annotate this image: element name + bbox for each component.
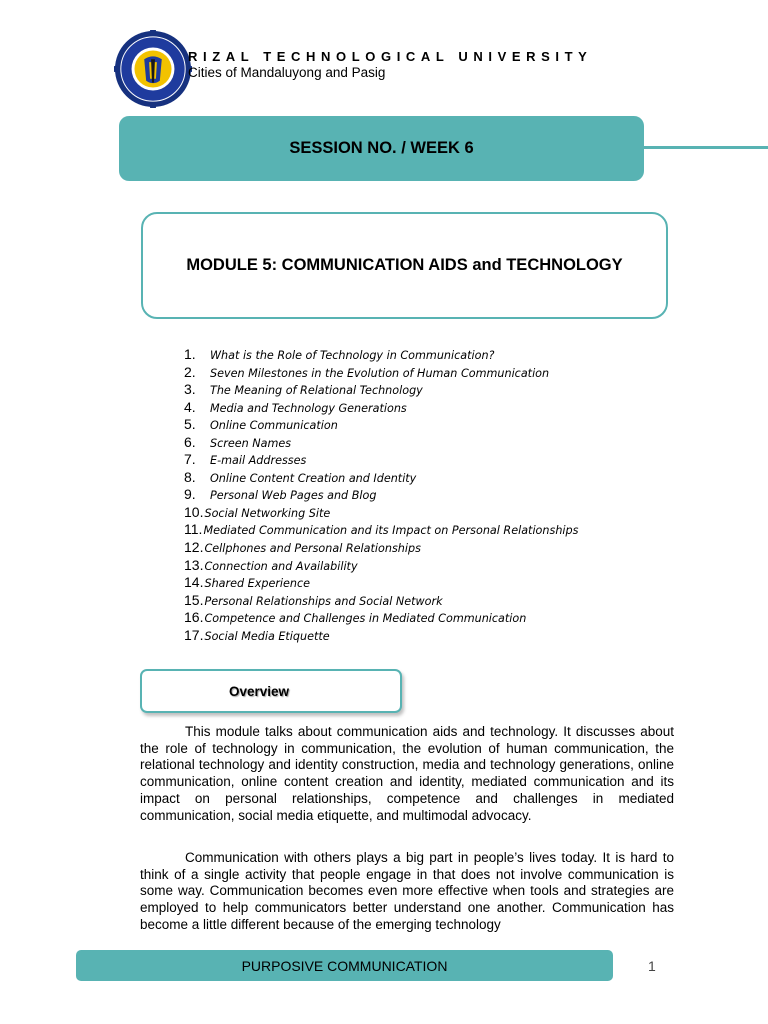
- overview-paragraph: Communication with others plays a big part in people’s lives today. It is hard to think of a single activity that people engage in that does not involve communication is some way. Communication becomes even more effective when tools and strategies are employed to help communicators better understand one another. Communication has become a little different because of the emerging technology: [140, 850, 674, 932]
- list-item: [184, 486, 578, 504]
- overview-paragraph: This module talks about communication aids and technology. It discusses about the role of technology in communication, the evolution of human communication, the relational technology and identity construction, media and technology generations, online communication, online content creation and identity, mediated communication and its impact on personal relationships, competence and challenges in mediated communication, social media etiquette, and multimodal advocacy.: [140, 724, 674, 823]
- list-item-number: 1.: [184, 346, 196, 362]
- list-item: [184, 469, 578, 487]
- list-item: [184, 346, 578, 364]
- footer-banner: [76, 950, 613, 981]
- list-item-text: The Meaning of Relational Technology: [210, 384, 423, 398]
- list-item-text: Cellphones and Personal Relationships: [204, 542, 421, 556]
- list-item: [184, 399, 578, 417]
- session-label: SESSION NO. / WEEK 6: [289, 139, 474, 157]
- list-item-number: 5.: [184, 416, 196, 433]
- list-item-number: 6.: [184, 433, 196, 450]
- list-item-text: Mediated Communication and its Impact on Personal Relationships: [203, 524, 579, 538]
- list-item-text: Social Media Etiquette: [204, 629, 330, 643]
- list-item-number: 12.: [184, 539, 204, 556]
- list-item-number: 4.: [184, 398, 196, 415]
- overview-heading: Overview: [228, 683, 290, 699]
- list-item-text: Screen Names: [210, 436, 292, 450]
- list-item: [184, 539, 578, 557]
- university-seal-logo: [114, 30, 192, 108]
- university-subtitle: Cities of Mandaluyong and Pasig: [188, 65, 386, 80]
- list-item: [184, 592, 578, 610]
- topic-list: [184, 346, 578, 644]
- module-title-box: [141, 212, 668, 319]
- list-item-number: 11.: [184, 521, 203, 538]
- module-title: MODULE 5: COMMUNICATION AIDS and TECHNOLOGY: [186, 256, 623, 274]
- list-item-number: 3.: [184, 381, 196, 398]
- list-item-text: Online Communication: [210, 419, 338, 433]
- list-item-text: What is the Role of Technology in Communication?: [210, 349, 495, 362]
- list-item-number: 7.: [184, 451, 196, 468]
- list-item-number: 15.: [184, 591, 204, 608]
- list-item-text: Personal Web Pages and Blog: [210, 489, 377, 503]
- list-item: [184, 574, 578, 592]
- list-item: [184, 434, 578, 452]
- list-item-number: 2.: [184, 363, 196, 380]
- list-item-number: 10.: [184, 503, 204, 520]
- university-name: RIZAL TECHNOLOGICAL UNIVERSITY: [188, 49, 593, 64]
- list-item: [184, 627, 578, 645]
- list-item-text: Personal Relationships and Social Network: [204, 594, 443, 608]
- list-item: [184, 521, 578, 539]
- list-item: [184, 451, 578, 469]
- list-item-text: Seven Milestones in the Evolution of Human Communication: [210, 366, 550, 380]
- list-item-text: Media and Technology Generations: [210, 401, 407, 415]
- list-item-number: 13.: [184, 556, 204, 573]
- list-item-number: 17.: [184, 626, 204, 643]
- list-item-number: 9.: [184, 486, 196, 503]
- session-divider-line: [644, 146, 768, 149]
- footer-course-title: PURPOSIVE COMMUNICATION: [241, 957, 448, 974]
- list-item-text: Shared Experience: [204, 577, 311, 591]
- overview-heading-box: [140, 669, 402, 713]
- list-item: [184, 557, 578, 575]
- session-banner: [119, 116, 644, 181]
- list-item: [184, 609, 578, 627]
- list-item-text: E-mail Addresses: [210, 454, 307, 468]
- list-item-text: Competence and Challenges in Mediated Communication: [204, 612, 527, 626]
- list-item: [184, 381, 578, 399]
- list-item-number: 16.: [184, 609, 204, 626]
- list-item-text: Social Networking Site: [204, 506, 331, 520]
- page-number: 1: [648, 958, 656, 974]
- list-item-text: Connection and Availability: [204, 559, 358, 573]
- list-item-text: Online Content Creation and Identity: [210, 471, 417, 485]
- list-item: [184, 416, 578, 434]
- list-item-number: 14.: [184, 574, 204, 591]
- list-item: [184, 504, 578, 522]
- list-item: [184, 364, 578, 382]
- list-item-number: 8.: [184, 468, 196, 485]
